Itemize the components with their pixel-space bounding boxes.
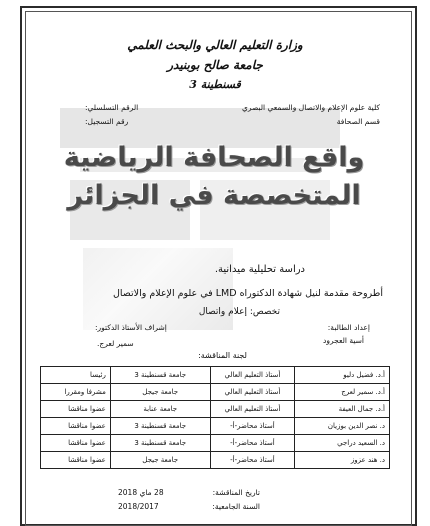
member-role: رئيسا [41,367,111,384]
thesis-title-line-1: واقع الصحافة الرياضية [63,142,365,173]
member-name: أ.د. جمال العيفة [295,401,390,418]
academic-year-label: السنة الجامعية: [212,502,260,511]
table-row [41,452,390,469]
member-role: عضوا مناقشا [41,401,111,418]
student-label: إعداد الطالبة: [327,323,370,332]
committee-table [40,366,390,469]
ministry-name: وزارة التعليم العالي والبحث العلمي [127,38,303,52]
member-role: عضوا مناقشا [41,452,111,469]
supervisor-name: سمير لعرج. [97,339,134,348]
member-university: جامعة عنابة [110,401,210,418]
member-role: مشرفا ومقررا [41,384,111,401]
member-rank: أستاذ محاضر-أ- [210,452,295,469]
university-name: جامعة صالح بوبنيدر [167,58,263,72]
member-rank: أستاذ التعليم العالي [210,384,295,401]
academic-year-value: 2018/2017 [118,502,159,511]
member-rank: أستاذ محاضر-أ- [210,418,295,435]
thesis-description: أطروحة مقدمة لنيل شهادة الدكتوراه LMD في علوم الإعلام والاتصال [112,288,383,299]
member-role: عضوا مناقشا [41,435,111,452]
member-name: أ.د. سمير لعرج [295,384,390,401]
member-rank: أستاذ التعليم العالي [210,367,295,384]
department-name: قسم الصحافة [336,117,380,126]
faculty-name: كلية علوم الإعلام والاتصال والسمعي البصري [241,103,380,112]
university-city: قسنطينة 3 [189,78,241,91]
member-university: جامعة جيجل [110,384,210,401]
member-name: د. نصر الدين بوزيان [295,418,390,435]
defense-date-value: 28 ماي 2018 [118,488,164,497]
specialty: تخصص: إعلام واتصال [198,307,280,317]
member-rank: أستاذ محاضر-أ- [210,435,295,452]
member-university: جامعة جيجل [110,452,210,469]
table-row [41,418,390,435]
thesis-title [48,138,380,218]
member-name: د. هند عزوز [295,452,390,469]
member-name: أ.د. فضيل دليو [295,367,390,384]
committee-title: لجنة المناقشة: [198,351,247,360]
table-row [41,367,390,384]
table-row [41,435,390,452]
student-name: أسية العجرود [323,336,364,345]
registration-number-label: رقم التسجيل: [85,117,129,126]
supervisor-label: إشراف الأستاذ الدكتور: [95,323,167,332]
member-university: جامعة قسنطينة 3 [110,418,210,435]
member-role: عضوا مناقشا [41,418,111,435]
defense-date-label: تاريخ المناقشة: [212,488,260,497]
thesis-title-line-2: المتخصصة في الجزائر [67,180,361,211]
study-type: دراسة تحليلية ميدانية. [214,264,305,275]
table-row [41,401,390,418]
member-rank: أستاذ التعليم العالي [210,401,295,418]
member-name: د. السعيد دراجي [295,435,390,452]
serial-number-label: الرقم التسلسلي: [85,103,139,112]
member-university: جامعة قسنطينة 3 [110,435,210,452]
table-row [41,384,390,401]
member-university: جامعة قسنطينة 3 [110,367,210,384]
